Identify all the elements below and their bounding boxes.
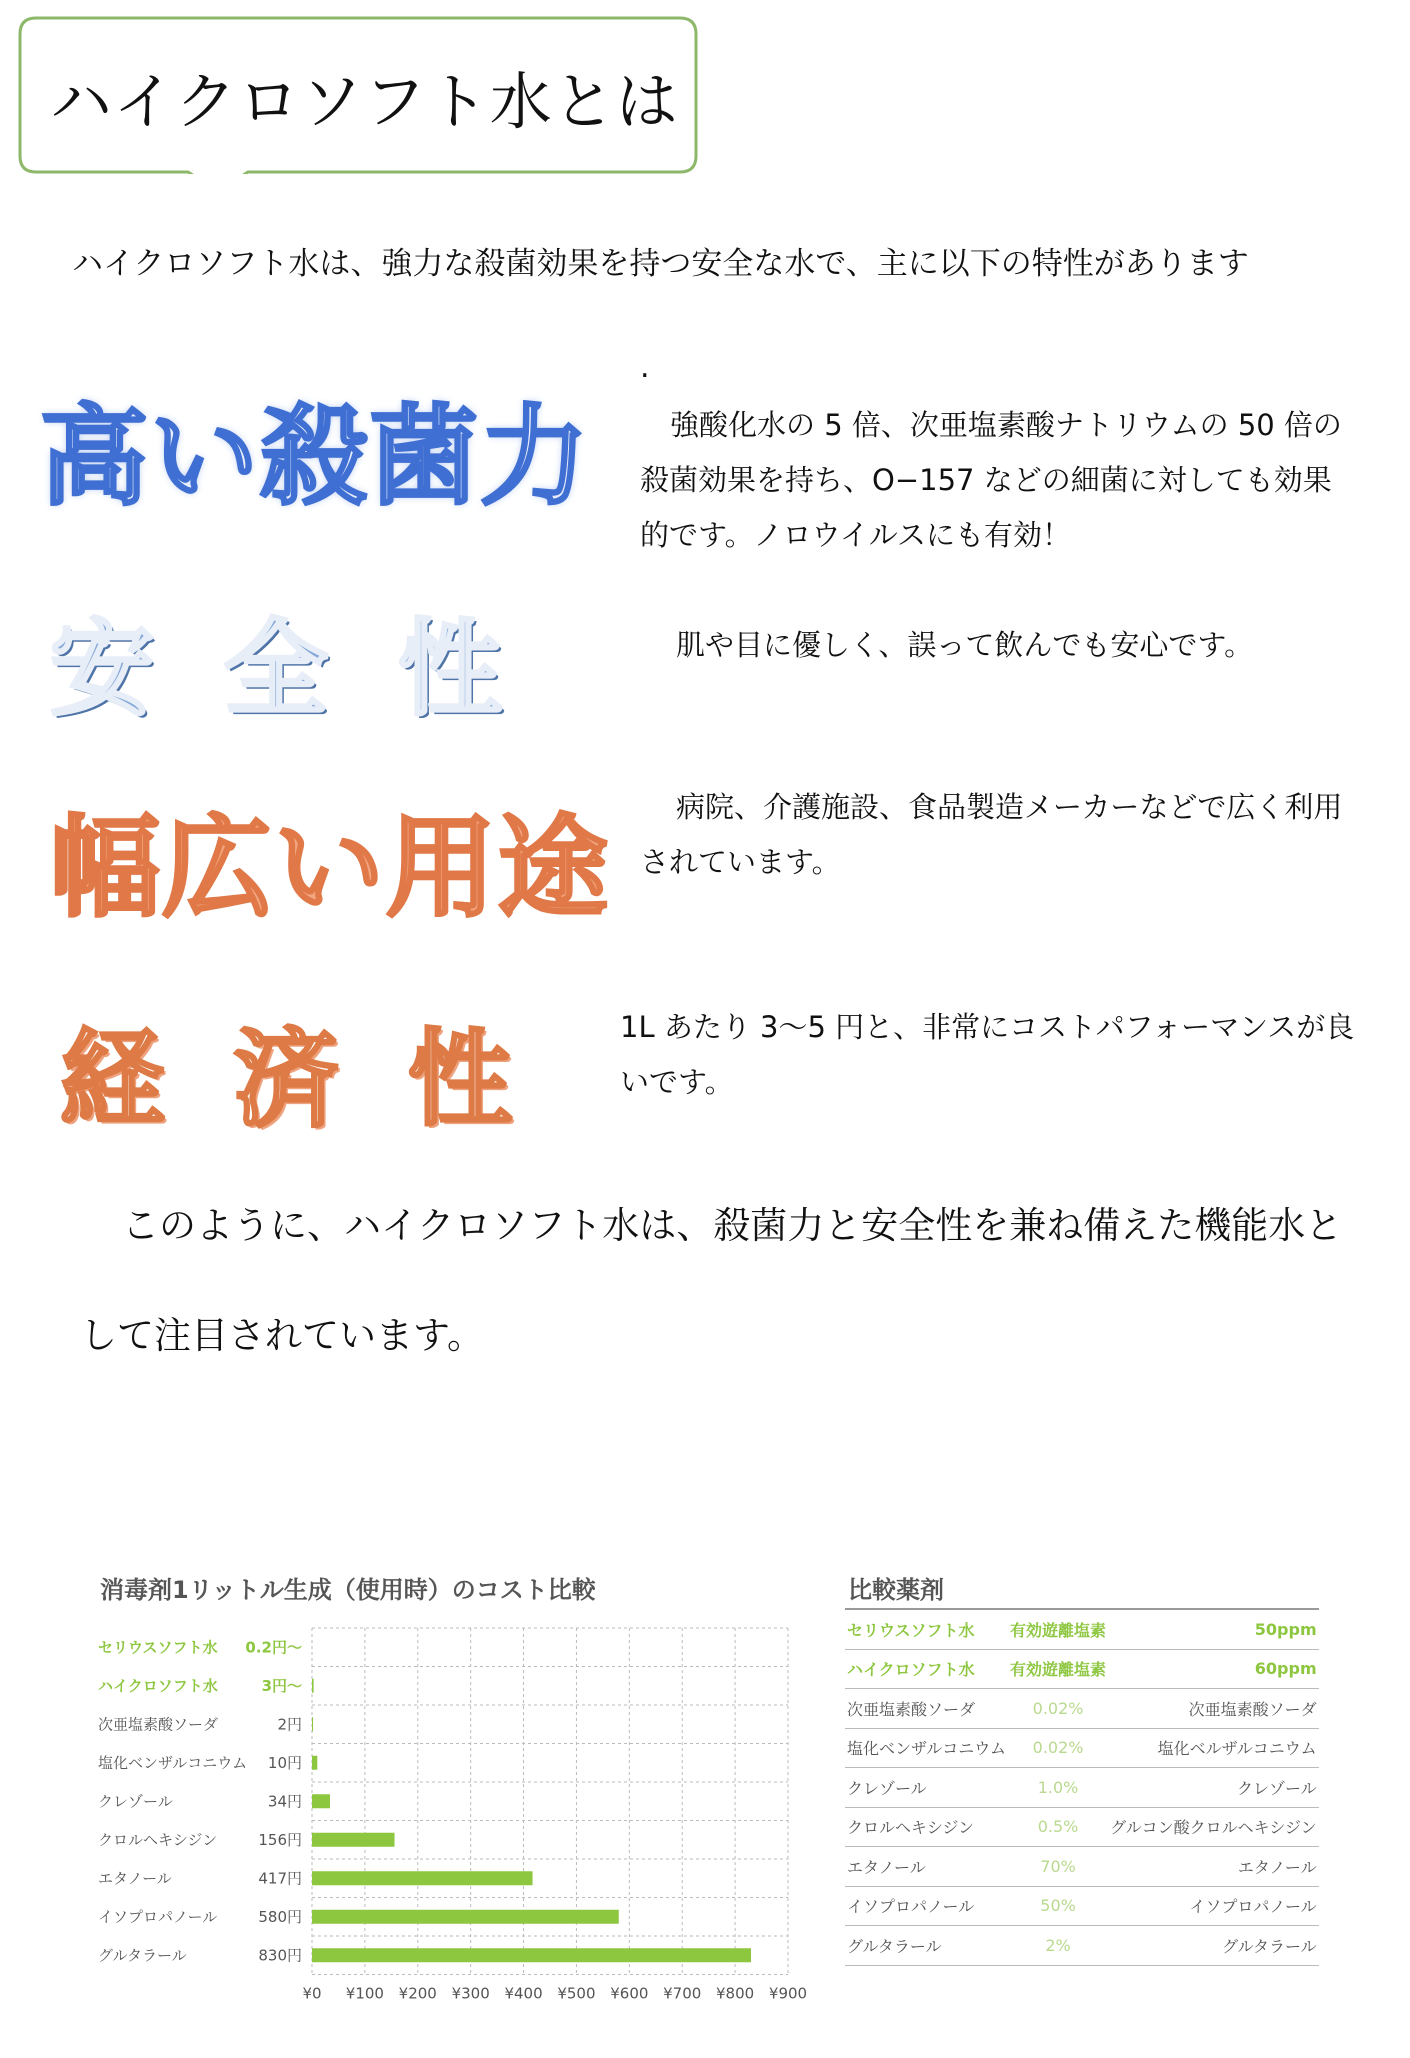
desc-line: いです。	[620, 1065, 734, 1099]
bar	[312, 1717, 313, 1731]
value-label: 10円	[267, 1753, 302, 1772]
value-label: 417円	[258, 1869, 302, 1888]
desc-line: 的です。ノロウイルスにも有効！	[640, 518, 1071, 552]
comparison-cell-name: 塩化ベンザルコニウム	[845, 1728, 1008, 1768]
value-label: 156円	[258, 1830, 302, 1849]
comparison-cell-agent: イソプロパノール	[1108, 1886, 1319, 1926]
comparison-row	[845, 1689, 1319, 1729]
comparison-cell-conc: 有効遊離塩素	[1008, 1649, 1108, 1689]
intro-text: ハイクロソフト水は、強力な殺菌効果を持つ安全な水で、主に以下の特性があります	[72, 246, 1249, 282]
x-tick-label: ¥0	[302, 1984, 322, 2003]
comparison-row	[845, 1847, 1319, 1887]
value-label: 830円	[258, 1946, 302, 1965]
desc-line: 肌や目に優しく、誤って飲んでも安心です。	[676, 628, 1254, 662]
comparison-row	[845, 1768, 1319, 1808]
x-tick-label: ¥200	[398, 1984, 437, 2003]
page-title: ハイクロソフト水とは	[50, 65, 679, 138]
comparison-cell-agent: クレゾール	[1108, 1768, 1319, 1808]
comparison-cell-name: イソプロパノール	[845, 1886, 1008, 1926]
feature-desc-economy	[620, 1000, 1380, 1110]
feature-desc-usage	[640, 780, 1390, 890]
category-label: グルタラール	[98, 1946, 187, 1965]
summary-line-2: して注目されています。	[80, 1314, 485, 1357]
comparison-row	[845, 1728, 1319, 1768]
comparison-cell-agent: 60ppm	[1108, 1649, 1319, 1689]
comparison-cell-conc: 50%	[1008, 1886, 1108, 1926]
comparison-cell-agent: 次亜塩素酸ソーダ	[1108, 1689, 1319, 1729]
value-label: 3円〜	[261, 1676, 302, 1695]
bar	[312, 1948, 751, 1962]
comparison-row	[845, 1807, 1319, 1847]
comparison-cell-conc: 0.02%	[1008, 1728, 1108, 1768]
x-tick-label: ¥800	[716, 1984, 755, 2003]
x-tick-label: ¥100	[345, 1984, 384, 2003]
desc-line: 殺菌効果を持ち、O−157 などの細菌に対しても効果	[640, 463, 1332, 497]
comparison-cell-conc: 0.02%	[1008, 1689, 1108, 1729]
bar	[312, 1910, 619, 1924]
category-label: イソプロパノール	[98, 1907, 218, 1926]
x-tick-label: ¥600	[610, 1984, 649, 2003]
comparison-cell-name: クレゾール	[845, 1768, 1008, 1808]
feature-heading-safety: 安全性	[50, 608, 573, 730]
comparison-cell-name: セリウスソフト水	[845, 1609, 1008, 1649]
desc-line: 病院、介護施設、食品製造メーカーなどで広く利用	[676, 790, 1343, 824]
comparison-cell-agent: グルタラール	[1108, 1926, 1319, 1966]
comparison-cell-conc: 2%	[1008, 1926, 1108, 1966]
comparison-cell-name: クロルヘキシジン	[845, 1807, 1008, 1847]
comparison-row	[845, 1926, 1319, 1966]
bar	[312, 1679, 314, 1693]
category-label: 次亜塩素酸ソーダ	[98, 1715, 219, 1734]
bar	[312, 1871, 533, 1885]
chart-title: 消毒剤1リットル生成（使用時）のコスト比較	[100, 1576, 596, 1604]
comparison-row	[845, 1886, 1319, 1926]
x-tick-label: ¥400	[504, 1984, 543, 2003]
comparison-table	[845, 1608, 1319, 1966]
bar	[312, 1794, 330, 1808]
category-label: エタノール	[98, 1869, 172, 1888]
comparison-title: 比較薬剤	[848, 1576, 944, 1604]
value-label: 34円	[267, 1792, 302, 1811]
comparison-cell-agent: 塩化ベルザルコニウム	[1108, 1728, 1319, 1768]
comparison-cell-name: ハイクロソフト水	[845, 1649, 1008, 1689]
category-label: 塩化ベンザルコニウム	[98, 1753, 248, 1772]
bar	[312, 1833, 395, 1847]
comparison-row	[845, 1609, 1319, 1649]
cost-bar-chart	[90, 1610, 830, 2010]
desc-line: されています。	[640, 845, 841, 879]
comparison-cell-name: 次亜塩素酸ソーダ	[845, 1689, 1008, 1729]
value-label: 2円	[277, 1715, 302, 1734]
bar	[312, 1756, 317, 1770]
comparison-cell-conc: 1.0%	[1008, 1768, 1108, 1808]
x-tick-label: ¥500	[557, 1984, 596, 2003]
comparison-row	[845, 1649, 1319, 1689]
comparison-cell-name: エタノール	[845, 1847, 1008, 1887]
x-tick-label: ¥700	[663, 1984, 702, 2003]
comparison-cell-agent: エタノール	[1108, 1847, 1319, 1887]
value-label: 0.2円〜	[245, 1638, 302, 1657]
value-label: 580円	[258, 1907, 302, 1926]
desc-line: 強酸化水の 5 倍、次亜塩素酸ナトリウムの 50 倍の	[670, 408, 1342, 442]
desc-line: 1L あたり 3〜5 円と、非常にコストパフォーマンスが良	[620, 1010, 1355, 1044]
feature-desc-power	[640, 398, 1390, 563]
feature-heading-usage: 幅広い用途	[50, 804, 610, 932]
comparison-cell-conc: 有効遊離塩素	[1008, 1609, 1108, 1649]
feature-desc-safety	[640, 618, 1390, 673]
category-label: クレゾール	[98, 1792, 173, 1811]
x-tick-label: ¥300	[451, 1984, 490, 2003]
category-label: ハイクロソフト水	[98, 1676, 218, 1695]
comparison-cell-conc: 0.5%	[1008, 1807, 1108, 1847]
summary-line-1: このように、ハイクロソフト水は、殺菌力と安全性を兼ね備えた機能水と	[122, 1204, 1343, 1247]
comparison-cell-agent: 50ppm	[1108, 1609, 1319, 1649]
category-label: セリウスソフト水	[98, 1638, 218, 1657]
comparison-cell-agent: グルコン酸クロルヘキシジン	[1108, 1807, 1319, 1847]
bullet-dot: .	[640, 350, 650, 385]
x-tick-label: ¥900	[768, 1984, 808, 2003]
comparison-cell-name: グルタラール	[845, 1926, 1008, 1966]
feature-heading-economy: 経済性	[60, 1018, 583, 1140]
comparison-cell-conc: 70%	[1008, 1847, 1108, 1887]
feature-heading-power: 高い殺菌力	[40, 395, 591, 520]
category-label: クロルヘキシジン	[98, 1830, 218, 1849]
